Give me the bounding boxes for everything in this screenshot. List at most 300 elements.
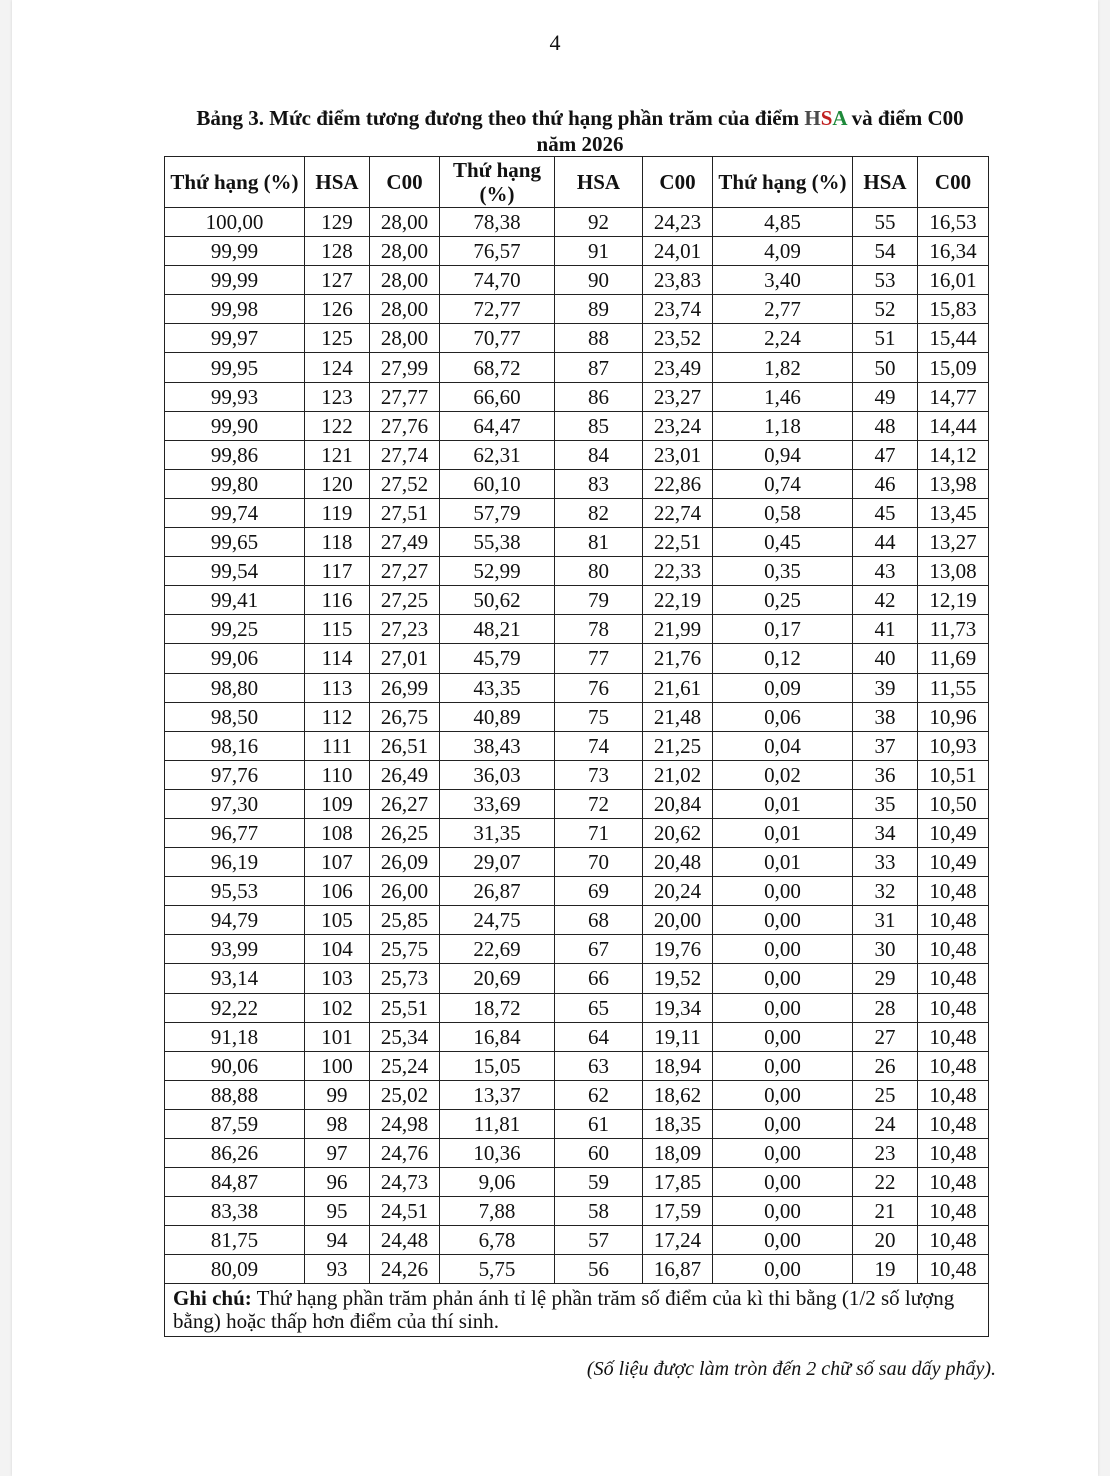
header-c00: C00 — [370, 157, 440, 208]
table-row — [165, 673, 989, 702]
cell-c00: 24,76 — [370, 1139, 440, 1168]
cell-rank: 13,37 — [440, 1080, 555, 1109]
cell-c00: 25,34 — [370, 1022, 440, 1051]
cell-hsa: 20 — [853, 1226, 918, 1255]
cell-rank: 31,35 — [440, 818, 555, 847]
cell-rank: 24,75 — [440, 906, 555, 935]
cell-hsa: 117 — [305, 557, 370, 586]
cell-hsa: 78 — [555, 615, 643, 644]
table-row — [165, 964, 989, 993]
cell-c00: 21,02 — [643, 760, 713, 789]
cell-rank: 6,78 — [440, 1226, 555, 1255]
cell-hsa: 102 — [305, 993, 370, 1022]
cell-c00: 25,73 — [370, 964, 440, 993]
cell-hsa: 41 — [853, 615, 918, 644]
cell-c00: 10,96 — [918, 702, 989, 731]
cell-rank: 2,77 — [713, 295, 853, 324]
cell-rank: 5,75 — [440, 1255, 555, 1284]
cell-hsa: 26 — [853, 1051, 918, 1080]
cell-c00: 23,83 — [643, 266, 713, 295]
cell-c00: 10,51 — [918, 760, 989, 789]
table-row — [165, 440, 989, 469]
cell-c00: 18,94 — [643, 1051, 713, 1080]
cell-c00: 20,62 — [643, 818, 713, 847]
cell-rank: 78,38 — [440, 208, 555, 237]
cell-c00: 18,62 — [643, 1080, 713, 1109]
table-body — [165, 208, 989, 1284]
cell-c00: 24,48 — [370, 1226, 440, 1255]
cell-hsa: 104 — [305, 935, 370, 964]
cell-c00: 26,51 — [370, 731, 440, 760]
table-row — [165, 702, 989, 731]
cell-rank: 9,06 — [440, 1168, 555, 1197]
rounding-footnote: (Số liệu được làm tròn đến 2 chữ số sau dấy phẩy). — [586, 1358, 996, 1380]
cell-c00: 10,48 — [918, 964, 989, 993]
cell-rank: 40,89 — [440, 702, 555, 731]
cell-c00: 13,98 — [918, 469, 989, 498]
cell-hsa: 112 — [305, 702, 370, 731]
cell-rank: 95,53 — [165, 877, 305, 906]
cell-rank: 62,31 — [440, 440, 555, 469]
cell-rank: 94,79 — [165, 906, 305, 935]
cell-rank: 0,94 — [713, 440, 853, 469]
cell-rank: 0,00 — [713, 1080, 853, 1109]
cell-hsa: 50 — [853, 353, 918, 382]
cell-rank: 0,00 — [713, 935, 853, 964]
cell-hsa: 125 — [305, 324, 370, 353]
cell-hsa: 43 — [853, 557, 918, 586]
table-row — [165, 731, 989, 760]
header-hsa: HSA — [853, 157, 918, 208]
cell-hsa: 28 — [853, 993, 918, 1022]
cell-c00: 13,08 — [918, 557, 989, 586]
cell-hsa: 100 — [305, 1051, 370, 1080]
table-row — [165, 1139, 989, 1168]
cell-hsa: 64 — [555, 1022, 643, 1051]
cell-c00: 16,53 — [918, 208, 989, 237]
cell-c00: 20,84 — [643, 789, 713, 818]
cell-rank: 43,35 — [440, 673, 555, 702]
cell-c00: 28,00 — [370, 208, 440, 237]
cell-rank: 52,99 — [440, 557, 555, 586]
cell-c00: 23,01 — [643, 440, 713, 469]
cell-rank: 2,24 — [713, 324, 853, 353]
cell-rank: 10,36 — [440, 1139, 555, 1168]
note-label: Ghi chú: — [173, 1286, 252, 1311]
cell-c00: 25,24 — [370, 1051, 440, 1080]
cell-c00: 10,48 — [918, 935, 989, 964]
cell-rank: 90,06 — [165, 1051, 305, 1080]
cell-hsa: 74 — [555, 731, 643, 760]
cell-c00: 14,44 — [918, 411, 989, 440]
cell-hsa: 128 — [305, 237, 370, 266]
table-row — [165, 1226, 989, 1255]
cell-hsa: 79 — [555, 586, 643, 615]
cell-rank: 1,18 — [713, 411, 853, 440]
cell-c00: 21,99 — [643, 615, 713, 644]
cell-c00: 23,24 — [643, 411, 713, 440]
cell-hsa: 40 — [853, 644, 918, 673]
cell-rank: 80,09 — [165, 1255, 305, 1284]
cell-hsa: 119 — [305, 498, 370, 527]
table-row — [165, 295, 989, 324]
cell-hsa: 48 — [853, 411, 918, 440]
table-row — [165, 1255, 989, 1284]
cell-rank: 29,07 — [440, 848, 555, 877]
cell-c00: 14,77 — [918, 382, 989, 411]
cell-rank: 92,22 — [165, 993, 305, 1022]
cell-c00: 10,50 — [918, 789, 989, 818]
cell-hsa: 87 — [555, 353, 643, 382]
cell-rank: 0,17 — [713, 615, 853, 644]
cell-rank: 0,00 — [713, 993, 853, 1022]
cell-hsa: 127 — [305, 266, 370, 295]
cell-rank: 0,01 — [713, 848, 853, 877]
cell-rank: 99,25 — [165, 615, 305, 644]
cell-rank: 0,00 — [713, 1255, 853, 1284]
cell-hsa: 90 — [555, 266, 643, 295]
cell-hsa: 103 — [305, 964, 370, 993]
cell-c00: 10,48 — [918, 1080, 989, 1109]
cell-hsa: 122 — [305, 411, 370, 440]
cell-hsa: 36 — [853, 760, 918, 789]
cell-hsa: 92 — [555, 208, 643, 237]
cell-c00: 26,25 — [370, 818, 440, 847]
cell-c00: 26,00 — [370, 877, 440, 906]
cell-hsa: 19 — [853, 1255, 918, 1284]
cell-hsa: 113 — [305, 673, 370, 702]
cell-hsa: 109 — [305, 789, 370, 818]
table-row — [165, 935, 989, 964]
cell-rank: 91,18 — [165, 1022, 305, 1051]
cell-c00: 22,33 — [643, 557, 713, 586]
cell-hsa: 47 — [853, 440, 918, 469]
cell-c00: 10,93 — [918, 731, 989, 760]
cell-hsa: 111 — [305, 731, 370, 760]
cell-rank: 0,02 — [713, 760, 853, 789]
cell-c00: 28,00 — [370, 324, 440, 353]
cell-hsa: 42 — [853, 586, 918, 615]
cell-hsa: 91 — [555, 237, 643, 266]
cell-rank: 99,65 — [165, 528, 305, 557]
table-row — [165, 237, 989, 266]
cell-hsa: 22 — [853, 1168, 918, 1197]
cell-rank: 0,00 — [713, 877, 853, 906]
cell-c00: 25,85 — [370, 906, 440, 935]
cell-c00: 10,48 — [918, 993, 989, 1022]
cell-c00: 23,27 — [643, 382, 713, 411]
cell-hsa: 83 — [555, 469, 643, 498]
cell-c00: 14,12 — [918, 440, 989, 469]
cell-rank: 74,70 — [440, 266, 555, 295]
note-text: Thứ hạng phần trăm phản ánh tỉ lệ phần trăm số điểm của kì thi bằng (1/2 số lượng bằng) hoặc thấp hơn điểm của thí sinh. — [173, 1286, 955, 1334]
cell-rank: 99,93 — [165, 382, 305, 411]
table-row — [165, 1109, 989, 1138]
cell-rank: 0,00 — [713, 1051, 853, 1080]
cell-rank: 60,10 — [440, 469, 555, 498]
cell-hsa: 46 — [853, 469, 918, 498]
cell-c00: 27,52 — [370, 469, 440, 498]
cell-c00: 27,74 — [370, 440, 440, 469]
cell-rank: 66,60 — [440, 382, 555, 411]
cell-rank: 81,75 — [165, 1226, 305, 1255]
cell-c00: 10,48 — [918, 906, 989, 935]
cell-rank: 93,99 — [165, 935, 305, 964]
cell-hsa: 21 — [853, 1197, 918, 1226]
cell-c00: 26,09 — [370, 848, 440, 877]
cell-hsa: 34 — [853, 818, 918, 847]
cell-rank: 18,72 — [440, 993, 555, 1022]
note-row — [165, 1284, 989, 1337]
cell-rank: 88,88 — [165, 1080, 305, 1109]
cell-c00: 26,27 — [370, 789, 440, 818]
cell-hsa: 29 — [853, 964, 918, 993]
cell-hsa: 98 — [305, 1109, 370, 1138]
cell-hsa: 93 — [305, 1255, 370, 1284]
cell-hsa: 84 — [555, 440, 643, 469]
cell-c00: 11,69 — [918, 644, 989, 673]
cell-hsa: 52 — [853, 295, 918, 324]
cell-c00: 15,83 — [918, 295, 989, 324]
cell-hsa: 72 — [555, 789, 643, 818]
cell-hsa: 115 — [305, 615, 370, 644]
header-hsa: HSA — [305, 157, 370, 208]
table-row — [165, 353, 989, 382]
table-title — [160, 105, 1000, 157]
cell-hsa: 55 — [853, 208, 918, 237]
cell-hsa: 54 — [853, 237, 918, 266]
cell-c00: 10,49 — [918, 818, 989, 847]
cell-rank: 86,26 — [165, 1139, 305, 1168]
table-row — [165, 382, 989, 411]
table-row — [165, 993, 989, 1022]
cell-hsa: 60 — [555, 1139, 643, 1168]
cell-c00: 24,23 — [643, 208, 713, 237]
cell-c00: 24,98 — [370, 1109, 440, 1138]
cell-rank: 99,41 — [165, 586, 305, 615]
cell-c00: 10,48 — [918, 1197, 989, 1226]
table-row — [165, 789, 989, 818]
table-row — [165, 208, 989, 237]
cell-c00: 28,00 — [370, 266, 440, 295]
cell-rank: 16,84 — [440, 1022, 555, 1051]
cell-rank: 0,00 — [713, 906, 853, 935]
cell-rank: 0,25 — [713, 586, 853, 615]
cell-rank: 96,19 — [165, 848, 305, 877]
cell-rank: 98,80 — [165, 673, 305, 702]
cell-hsa: 82 — [555, 498, 643, 527]
cell-rank: 84,87 — [165, 1168, 305, 1197]
cell-hsa: 57 — [555, 1226, 643, 1255]
cell-c00: 15,44 — [918, 324, 989, 353]
cell-c00: 10,48 — [918, 1051, 989, 1080]
cell-c00: 10,48 — [918, 1168, 989, 1197]
cell-hsa: 114 — [305, 644, 370, 673]
cell-hsa: 73 — [555, 760, 643, 789]
cell-hsa: 80 — [555, 557, 643, 586]
cell-hsa: 76 — [555, 673, 643, 702]
cell-hsa: 99 — [305, 1080, 370, 1109]
cell-c00: 19,52 — [643, 964, 713, 993]
cell-rank: 0,00 — [713, 964, 853, 993]
cell-hsa: 68 — [555, 906, 643, 935]
cell-rank: 0,01 — [713, 789, 853, 818]
cell-c00: 13,45 — [918, 498, 989, 527]
cell-hsa: 86 — [555, 382, 643, 411]
table-row — [165, 557, 989, 586]
cell-hsa: 67 — [555, 935, 643, 964]
table-row — [165, 1197, 989, 1226]
cell-hsa: 25 — [853, 1080, 918, 1109]
cell-rank: 99,54 — [165, 557, 305, 586]
cell-rank: 99,80 — [165, 469, 305, 498]
cell-hsa: 59 — [555, 1168, 643, 1197]
cell-rank: 99,90 — [165, 411, 305, 440]
score-equivalence-table — [164, 156, 989, 1337]
header-c00: C00 — [918, 157, 989, 208]
cell-c00: 11,55 — [918, 673, 989, 702]
cell-c00: 20,00 — [643, 906, 713, 935]
cell-c00: 17,59 — [643, 1197, 713, 1226]
table-row — [165, 586, 989, 615]
cell-c00: 27,01 — [370, 644, 440, 673]
cell-hsa: 96 — [305, 1168, 370, 1197]
cell-c00: 16,34 — [918, 237, 989, 266]
cell-hsa: 38 — [853, 702, 918, 731]
cell-rank: 45,79 — [440, 644, 555, 673]
table-row — [165, 906, 989, 935]
cell-c00: 16,87 — [643, 1255, 713, 1284]
cell-rank: 99,98 — [165, 295, 305, 324]
cell-c00: 27,77 — [370, 382, 440, 411]
cell-c00: 10,48 — [918, 1022, 989, 1051]
table-row — [165, 1051, 989, 1080]
cell-c00: 23,49 — [643, 353, 713, 382]
cell-rank: 96,77 — [165, 818, 305, 847]
cell-rank: 0,00 — [713, 1109, 853, 1138]
header-c00: C00 — [643, 157, 713, 208]
cell-rank: 100,00 — [165, 208, 305, 237]
cell-hsa: 120 — [305, 469, 370, 498]
cell-c00: 22,51 — [643, 528, 713, 557]
cell-c00: 21,76 — [643, 644, 713, 673]
cell-c00: 24,51 — [370, 1197, 440, 1226]
cell-c00: 15,09 — [918, 353, 989, 382]
cell-rank: 36,03 — [440, 760, 555, 789]
title-hsa-h: H — [804, 106, 821, 130]
cell-c00: 21,61 — [643, 673, 713, 702]
cell-rank: 22,69 — [440, 935, 555, 964]
cell-c00: 28,00 — [370, 295, 440, 324]
cell-rank: 99,86 — [165, 440, 305, 469]
table-row — [165, 1022, 989, 1051]
cell-rank: 76,57 — [440, 237, 555, 266]
cell-hsa: 33 — [853, 848, 918, 877]
title-prefix: Bảng 3. Mức điểm tương đương theo thứ hạng phần trăm của điểm — [196, 106, 805, 130]
cell-hsa: 95 — [305, 1197, 370, 1226]
cell-c00: 12,19 — [918, 586, 989, 615]
cell-hsa: 94 — [305, 1226, 370, 1255]
cell-hsa: 121 — [305, 440, 370, 469]
cell-hsa: 45 — [853, 498, 918, 527]
cell-c00: 23,52 — [643, 324, 713, 353]
cell-hsa: 69 — [555, 877, 643, 906]
cell-hsa: 75 — [555, 702, 643, 731]
cell-hsa: 62 — [555, 1080, 643, 1109]
cell-hsa: 23 — [853, 1139, 918, 1168]
cell-rank: 0,74 — [713, 469, 853, 498]
cell-c00: 27,49 — [370, 528, 440, 557]
cell-rank: 87,59 — [165, 1109, 305, 1138]
cell-rank: 0,00 — [713, 1226, 853, 1255]
cell-rank: 0,04 — [713, 731, 853, 760]
cell-c00: 19,11 — [643, 1022, 713, 1051]
cell-c00: 25,02 — [370, 1080, 440, 1109]
title-hsa-s: S — [820, 106, 833, 130]
cell-hsa: 101 — [305, 1022, 370, 1051]
cell-rank: 99,95 — [165, 353, 305, 382]
cell-c00: 27,27 — [370, 557, 440, 586]
cell-c00: 27,51 — [370, 498, 440, 527]
cell-c00: 10,48 — [918, 1255, 989, 1284]
table-row — [165, 644, 989, 673]
header-rank: Thứ hạng (%) — [713, 157, 853, 208]
cell-hsa: 118 — [305, 528, 370, 557]
cell-rank: 97,76 — [165, 760, 305, 789]
cell-hsa: 88 — [555, 324, 643, 353]
table-row — [165, 1168, 989, 1197]
cell-rank: 11,81 — [440, 1109, 555, 1138]
table-row — [165, 1080, 989, 1109]
cell-hsa: 123 — [305, 382, 370, 411]
table-row — [165, 411, 989, 440]
cell-c00: 11,73 — [918, 615, 989, 644]
cell-rank: 15,05 — [440, 1051, 555, 1080]
cell-hsa: 61 — [555, 1109, 643, 1138]
cell-rank: 98,16 — [165, 731, 305, 760]
cell-c00: 26,99 — [370, 673, 440, 702]
cell-hsa: 37 — [853, 731, 918, 760]
table-row — [165, 469, 989, 498]
cell-c00: 18,09 — [643, 1139, 713, 1168]
cell-c00: 17,85 — [643, 1168, 713, 1197]
cell-hsa: 49 — [853, 382, 918, 411]
cell-c00: 19,34 — [643, 993, 713, 1022]
cell-rank: 38,43 — [440, 731, 555, 760]
cell-rank: 4,09 — [713, 237, 853, 266]
cell-rank: 68,72 — [440, 353, 555, 382]
cell-hsa: 116 — [305, 586, 370, 615]
cell-rank: 0,06 — [713, 702, 853, 731]
cell-hsa: 71 — [555, 818, 643, 847]
cell-c00: 27,25 — [370, 586, 440, 615]
cell-c00: 22,19 — [643, 586, 713, 615]
cell-rank: 99,97 — [165, 324, 305, 353]
cell-hsa: 124 — [305, 353, 370, 382]
cell-c00: 24,73 — [370, 1168, 440, 1197]
table-note — [165, 1284, 989, 1337]
cell-hsa: 129 — [305, 208, 370, 237]
cell-c00: 20,48 — [643, 848, 713, 877]
cell-rank: 55,38 — [440, 528, 555, 557]
cell-hsa: 105 — [305, 906, 370, 935]
cell-rank: 0,00 — [713, 1022, 853, 1051]
cell-rank: 7,88 — [440, 1197, 555, 1226]
table-row — [165, 324, 989, 353]
header-hsa: HSA — [555, 157, 643, 208]
cell-rank: 4,85 — [713, 208, 853, 237]
cell-hsa: 70 — [555, 848, 643, 877]
